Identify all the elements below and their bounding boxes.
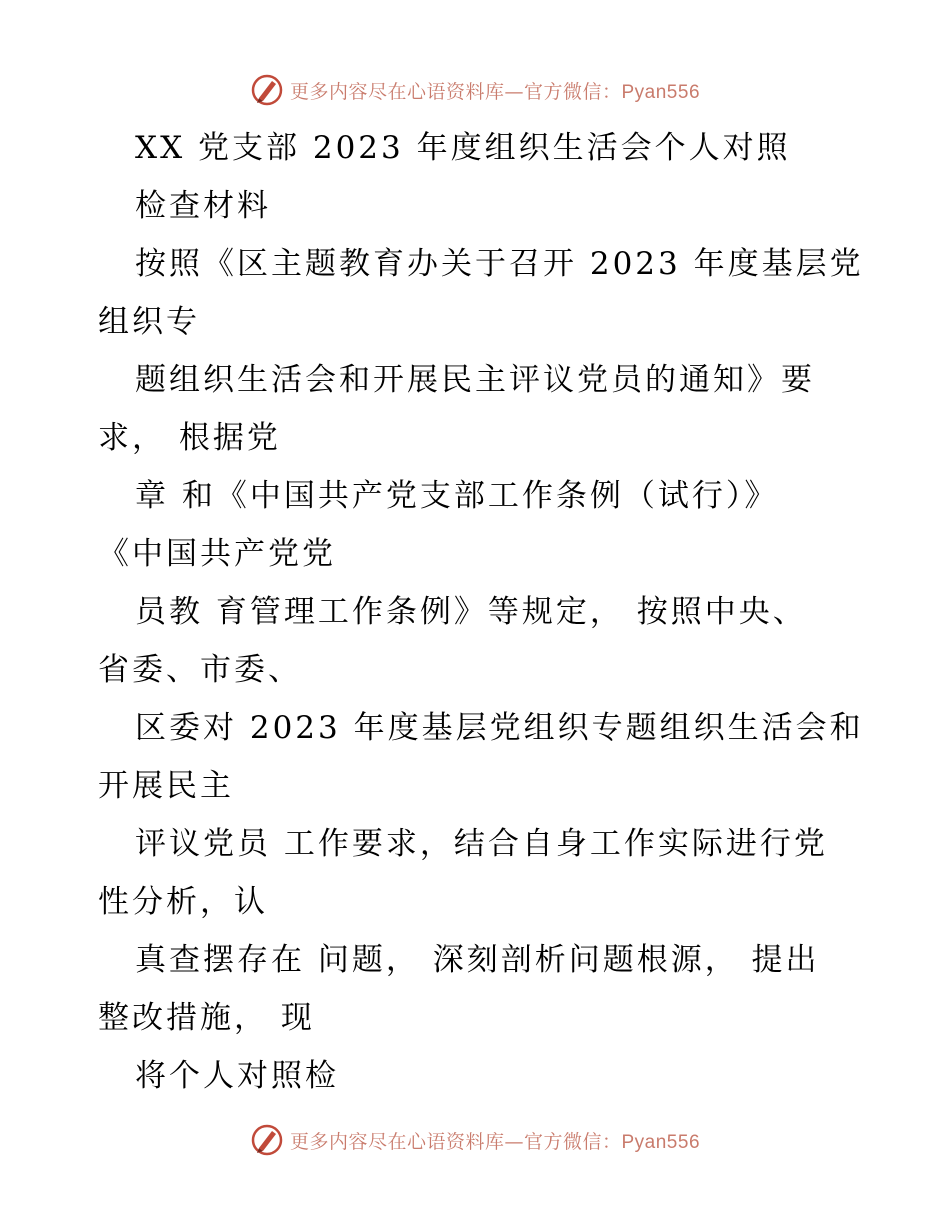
wechat-id: Pyan556 <box>621 81 701 103</box>
watermark-label: 更多内容尽在心语资料库—官方微信： <box>289 1130 622 1153</box>
paragraph-line: 组织专 <box>98 304 200 340</box>
watermark-label: 更多内容尽在心语资料库—官方微信： <box>289 80 622 103</box>
pen-logo-icon <box>250 73 284 107</box>
paragraph-line: 评议党员 工作要求，结合自身工作实际进行党 <box>135 826 828 862</box>
paragraph-line: 区委对 2023 年度基层党组织专题组织生活会和 <box>135 710 864 746</box>
paragraph-line: 按照《区主题教育办关于召开 2023 年度基层党 <box>135 246 864 282</box>
paragraph-line: 真查摆存在 问题， 深刻剖析问题根源， 提出 <box>135 942 820 978</box>
wechat-id: Pyan556 <box>621 1131 701 1153</box>
header-watermark <box>0 70 950 110</box>
paragraph-line: 性分析，认 <box>98 884 268 920</box>
watermark-group <box>250 1123 700 1157</box>
paragraph-line: 求， 根据党 <box>98 420 281 456</box>
title-line-1: XX 党支部 2023 年度组织生活会个人对照 <box>135 130 791 166</box>
paragraph-line: 省委、市委、 <box>98 652 302 688</box>
paragraph-line: 题组织生活会和开展民主评议党员的通知》要 <box>135 362 815 398</box>
watermark-text <box>290 77 700 104</box>
paragraph-line: 整改措施， 现 <box>98 1000 315 1036</box>
paragraph-line: 开展民主 <box>98 768 234 804</box>
title-line-2: 检查材料 <box>135 188 271 224</box>
footer-watermark <box>0 1120 950 1160</box>
pen-logo-icon <box>250 1123 284 1157</box>
watermark-text <box>290 1127 700 1154</box>
paragraph-line: 《中国共产党党 <box>98 536 336 572</box>
paragraph-line: 将个人对照检 <box>135 1058 339 1094</box>
paragraph-line: 员教 育管理工作条例》等规定， 按照中央、 <box>135 594 807 630</box>
paragraph-line: 章 和《中国共产党支部工作条例（试行）》 <box>135 478 779 514</box>
watermark-group <box>250 73 700 107</box>
